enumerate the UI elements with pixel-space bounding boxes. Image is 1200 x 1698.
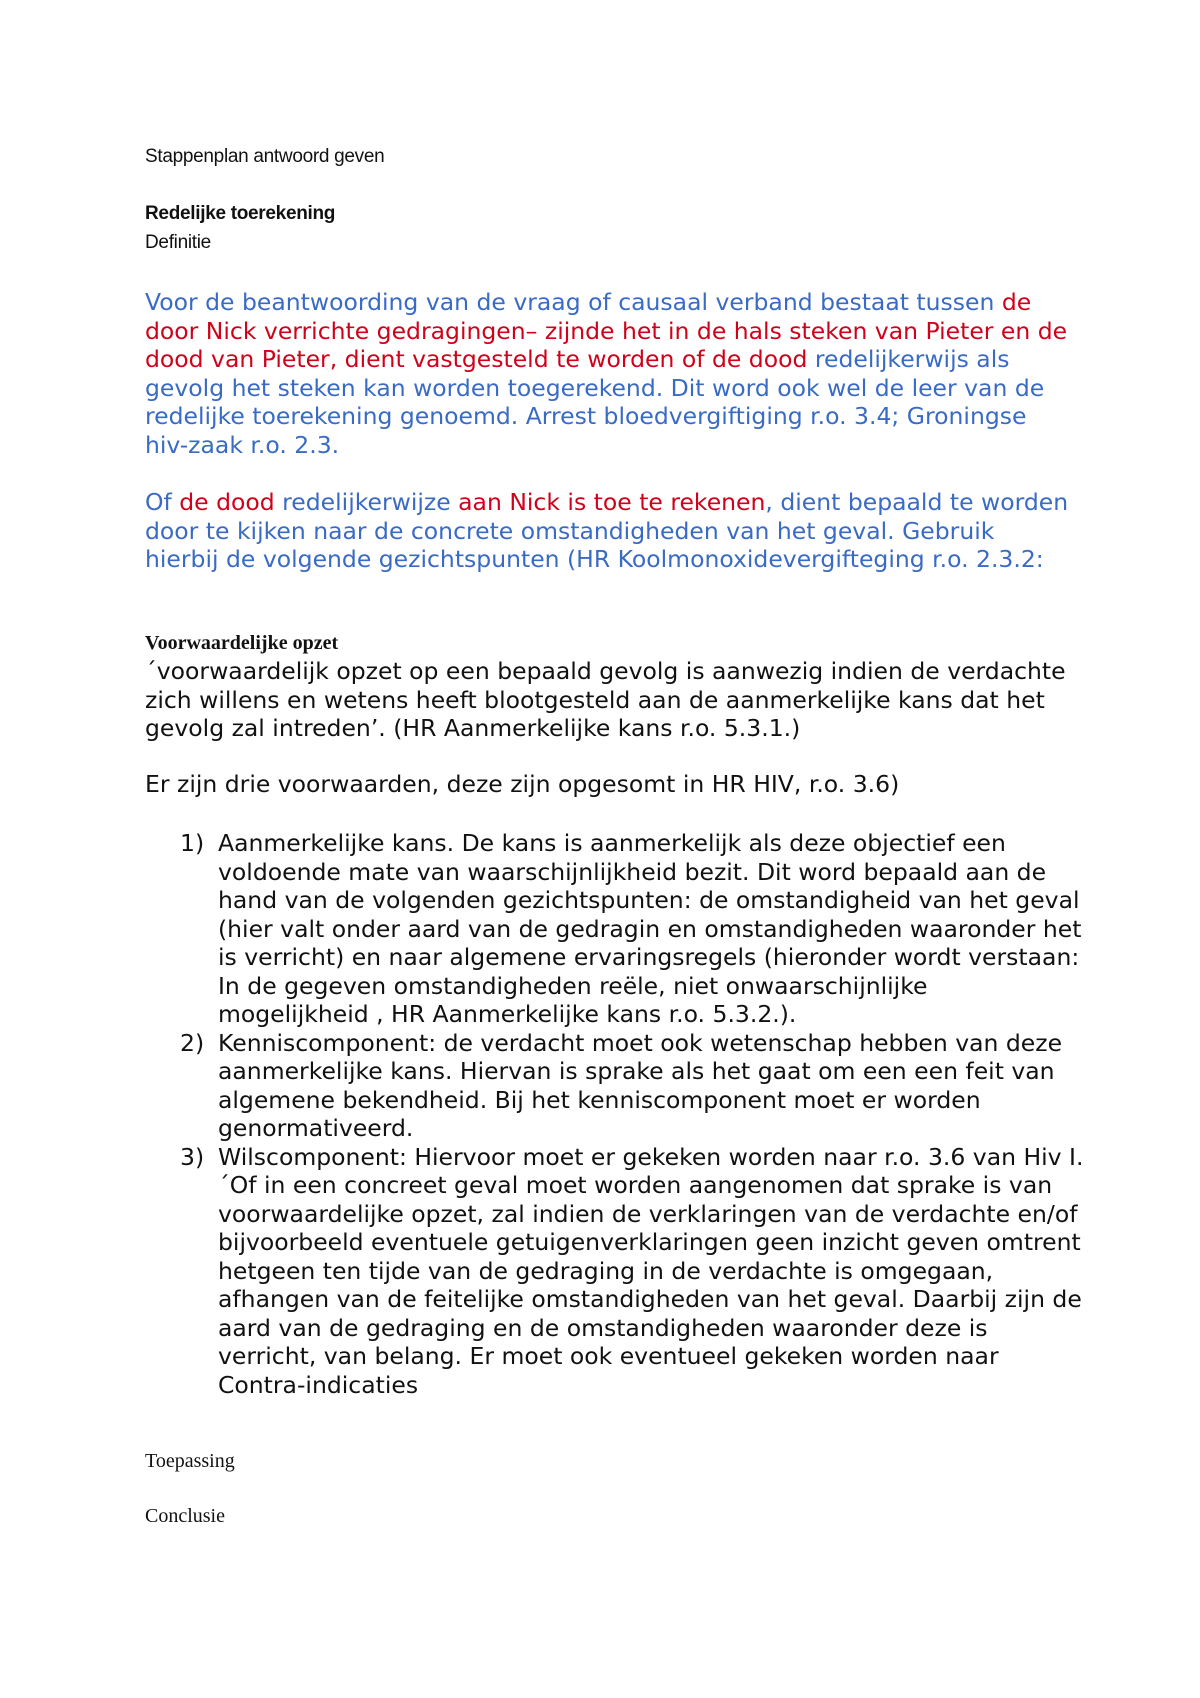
definition-paragraph: [145, 288, 1075, 459]
list-item-text: Kenniscomponent: de verdacht moet ook wetenschap hebben van deze aanmerkelijke kans. Hiervan is sprake als het gaat om een een feit van algemene bekendheid. Bij het kenniscomponent moet er worden genormativeerd.: [218, 1028, 1063, 1142]
intro-line: Er zijn drie voorwaarden, deze zijn opgesomt in HR HIV, r.o. 3.6): [145, 770, 900, 798]
section2-title: Voorwaardelijke opzet: [145, 632, 339, 654]
para1-part2: de door Nick verrichte gedragingen– zijnde het in de hals steken van Pieter en de dood van Pieter, dient vastgesteld te worden of de dood: [145, 288, 1068, 373]
section-subtitle: Definitie: [145, 232, 211, 253]
para2-part1: Of: [145, 488, 180, 516]
para2-part5: , dient bepaald te worden door te kijken naar de concrete omstandigheden van het geval. Gebruik hierbij de volgende gezichtspunten (HR Koolmonoxidevergifteging r.o. 2.3.2:: [145, 488, 1069, 573]
list-item: [145, 829, 1085, 1029]
quote-paragraph: ´voorwaardelijk opzet op een bepaald gevolg is aanwezig indien de verdachte zich willens en wetens heeft blootgesteld aan de aanmerkelijke kans dat het gevolg zal intreden’. (HR Aanmerkelijke kans r.o. 5.3.1.): [145, 657, 1066, 742]
list-item-number: 3): [180, 1142, 205, 1171]
para2-part4: aan Nick is toe te rekenen: [458, 488, 766, 516]
para2-part3: redelijkerwijze: [274, 488, 459, 516]
section-title: Redelijke toerekening: [145, 203, 336, 224]
list-item-number: 1): [180, 829, 205, 857]
conclusie-heading: Conclusie: [145, 1505, 225, 1527]
para2-part2: de dood: [179, 488, 275, 516]
list-item-number: 2): [180, 1028, 205, 1057]
document-heading: Stappenplan antwoord geven: [145, 146, 385, 167]
criteria-paragraph: [145, 488, 1075, 574]
list-item-text: Wilscomponent: Hiervoor moet er gekeken worden naar r.o. 3.6 van Hiv I.´Of in een concreet geval moet worden aangenomen dat sprake is van voorwaardelijke opzet, zal indien de verklaringen van de verdachte en/of bijvoorbeeld eventuele getuigenverklaringen geen inzicht geven omtrent hetgeen ten tijde van de gedraging in de verdachte is omgegaan, afhangen van de feitelijke omstandigheden van het geval. Daarbij zijn de aard van de gedraging en de omstandigheden waaronder deze is verricht, van belang. Er moet ook eventueel gekeken worden naar Contra-indicaties: [218, 1142, 1084, 1399]
para1-part1: Voor de beantwoording van de vraag of causaal verband bestaat tussen: [145, 288, 1002, 316]
list-item: [145, 1029, 1085, 1143]
conditions-list: [145, 829, 1085, 1399]
list-item-text: Aanmerkelijke kans. De kans is aanmerkelijk als deze objectief een voldoende mate van waarschijnlijkheid bezit. Dit word bepaald aan de hand van de volgenden gezichtspunten: de omstandigheid van het geval (hier valt onder aard van de gedragin en omstandigheden waaronder het is verricht) en naar algemene ervaringsregels (hieronder wordt verstaan: In de gegeven omstandigheden reële, niet onwaarschijnlijke mogelijkheid , HR Aanmerkelijke kans r.o. 5.3.2.).: [218, 829, 1082, 1028]
para1-part3: redelijkerwijs als gevolg het steken kan worden toegerekend. Dit word ook wel de leer van de redelijke toerekening genoemd. Arrest bloedvergiftiging r.o. 3.4; Groningse hiv-zaak r.o. 2.3.: [145, 345, 1045, 459]
toepassing-heading: Toepassing: [145, 1450, 235, 1472]
list-item: [145, 1143, 1085, 1400]
